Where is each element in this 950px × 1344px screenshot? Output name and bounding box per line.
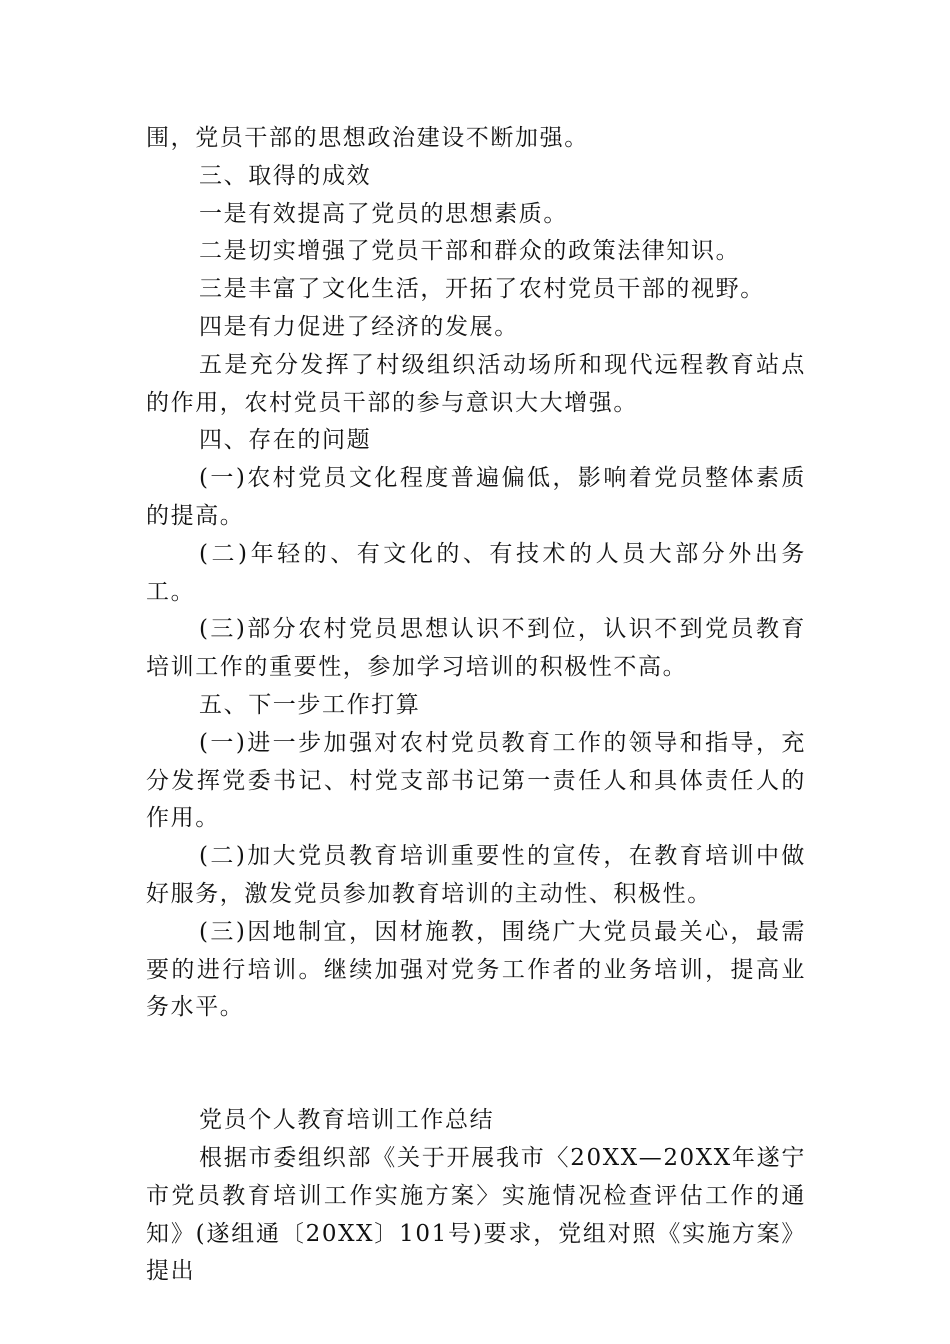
paragraph: 四是有力促进了经济的发展。 [199,313,519,340]
paragraph: 围，党员干部的思想政治建设不断加强。 [146,125,589,151]
paragraph: (二)年轻的、有文化的、有技术的人员大部分外出务工。 [146,540,806,605]
paragraph: 三是丰富了文化生活，开拓了农村党员干部的视野。 [199,276,765,303]
paragraph: 一是有效提高了党员的思想素质。 [199,200,568,227]
paragraph: (三)部分农村党员思想认识不到位，认识不到党员教育培训工作的重要性，参加学习培训的积极性不高。 [146,616,806,681]
paragraph: 二是切实增强了党员干部和群众的政策法律知识。 [199,238,741,265]
paragraph: 五是充分发挥了村级组织活动场所和现代远程教育站点的作用，农村党员干部的参与意识大大增强。 [146,351,806,416]
paragraph: (一)进一步加强对农村党员教育工作的领导和指导，充分发挥党委书记、村党支部书记第一责任人和具体责任人的作用。 [146,729,806,832]
section-heading: 五、下一步工作打算 [199,691,421,718]
section-title: 党员个人教育培训工作总结 [199,1107,495,1134]
paragraph: 根据市委组织部《关于开展我市〈20XX—20XX年遂宁市党员教育培训工作实施方案〉实施情况检查评估工作的通知》(遂组通〔20XX〕101号)要求，党组对照《实施方案》提出 [146,1144,806,1285]
section-heading: 四、存在的问题 [199,427,372,454]
section-heading: 三、取得的成效 [199,162,372,189]
paragraph: (三)因地制宜，因材施教，围绕广大党员最关心，最需要的进行培训。继续加强对党务工作者的业务培训，提高业务水平。 [146,918,806,1021]
paragraph-spacer [146,1027,806,1102]
document-body [146,120,806,1291]
paragraph: (一)农村党员文化程度普遍偏低，影响着党员整体素质的提高。 [146,465,806,529]
paragraph: (二)加大党员教育培训重要性的宣传，在教育培训中做好服务，激发党员参加教育培训的主动性、积极性。 [146,843,806,907]
